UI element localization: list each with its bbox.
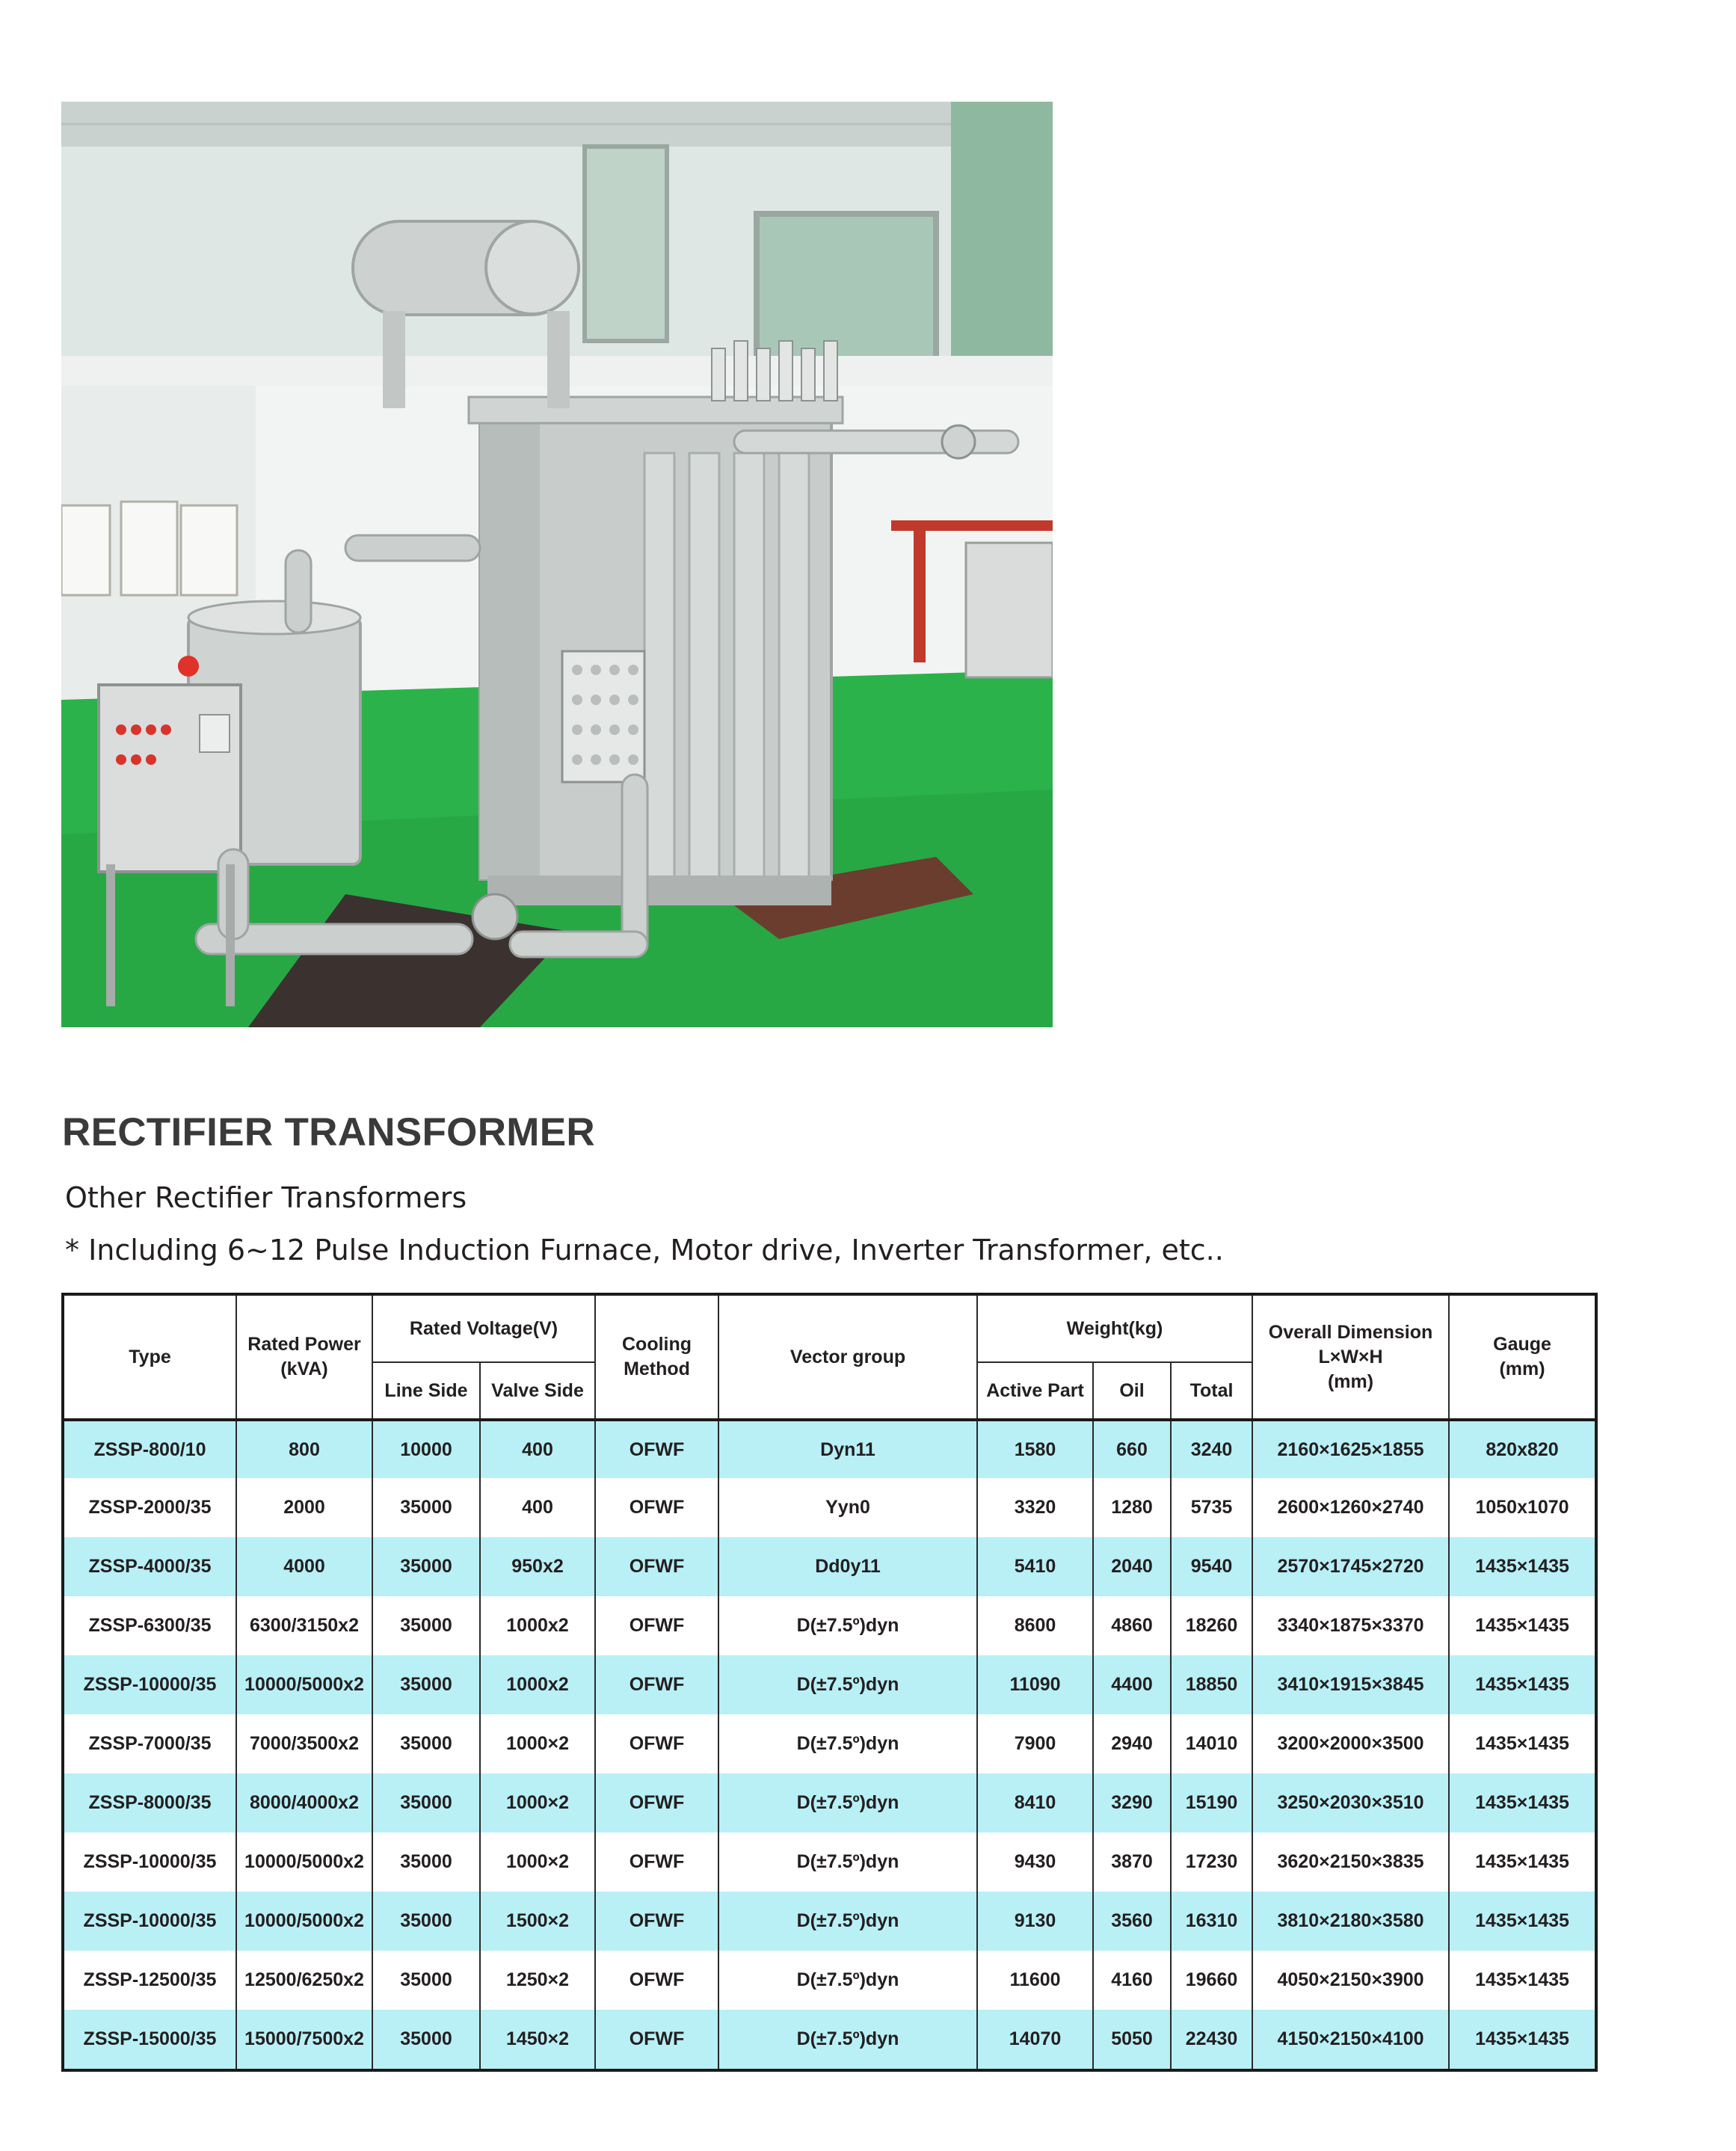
page-note: * Including 6~12 Pulse Induction Furnace, Motor drive, Inverter Transformer, etc.. xyxy=(65,1234,1224,1267)
cell-type: ZSSP-4000/35 xyxy=(63,1537,236,1596)
cell-cooling: OFWF xyxy=(595,2010,718,2070)
cell-gauge: 1435×1435 xyxy=(1449,1596,1596,1655)
cell-cooling: OFWF xyxy=(595,1951,718,2010)
cell-type: ZSSP-15000/35 xyxy=(63,2010,236,2070)
cell-active-part: 8600 xyxy=(977,1596,1093,1655)
cell-rated-power: 12500/6250x2 xyxy=(236,1951,372,2010)
cell-gauge: 1435×1435 xyxy=(1449,1655,1596,1714)
col-cooling-method: Cooling Method xyxy=(595,1294,718,1420)
cell-dimension: 2570×1745×2720 xyxy=(1252,1537,1449,1596)
cell-type: ZSSP-2000/35 xyxy=(63,1478,236,1537)
cell-oil: 1280 xyxy=(1093,1478,1171,1537)
cell-vector-group: Yyn0 xyxy=(718,1478,977,1537)
cell-vector-group: D(±7.5º)dyn xyxy=(718,1655,977,1714)
cell-valve-side: 950x2 xyxy=(480,1537,595,1596)
cell-type: ZSSP-10000/35 xyxy=(63,1832,236,1892)
cell-total: 15190 xyxy=(1171,1773,1252,1832)
cell-rated-power: 15000/7500x2 xyxy=(236,2010,372,2070)
cell-valve-side: 400 xyxy=(480,1420,595,1478)
cell-cooling: OFWF xyxy=(595,1773,718,1832)
cell-dimension: 3410×1915×3845 xyxy=(1252,1655,1449,1714)
table-row xyxy=(63,1655,1596,1714)
cell-total: 14010 xyxy=(1171,1714,1252,1773)
table-row xyxy=(63,1478,1596,1537)
cell-oil: 4860 xyxy=(1093,1596,1171,1655)
cell-gauge: 1435×1435 xyxy=(1449,1714,1596,1773)
table-body xyxy=(63,1420,1596,2070)
cell-line-side: 35000 xyxy=(372,1655,480,1714)
cell-vector-group: Dd0y11 xyxy=(718,1537,977,1596)
cell-cooling: OFWF xyxy=(595,1892,718,1951)
cell-rated-power: 7000/3500x2 xyxy=(236,1714,372,1773)
cell-rated-power: 8000/4000x2 xyxy=(236,1773,372,1832)
table-row xyxy=(63,1596,1596,1655)
cell-cooling: OFWF xyxy=(595,1478,718,1537)
col-overall-dimension: Overall Dimension L×W×H (mm) xyxy=(1252,1294,1449,1420)
cell-total: 5735 xyxy=(1171,1478,1252,1537)
cell-dimension: 4050×2150×3900 xyxy=(1252,1951,1449,2010)
cell-gauge: 1435×1435 xyxy=(1449,1537,1596,1596)
cell-line-side: 35000 xyxy=(372,1773,480,1832)
cell-oil: 2940 xyxy=(1093,1714,1171,1773)
cell-valve-side: 1250×2 xyxy=(480,1951,595,2010)
cell-gauge: 1435×1435 xyxy=(1449,1892,1596,1951)
cell-dimension: 3340×1875×3370 xyxy=(1252,1596,1449,1655)
cell-vector-group: Dyn11 xyxy=(718,1420,977,1478)
cell-active-part: 14070 xyxy=(977,2010,1093,2070)
cell-rated-power: 4000 xyxy=(236,1537,372,1596)
col-line-side: Line Side xyxy=(372,1362,480,1420)
cell-valve-side: 1000×2 xyxy=(480,1773,595,1832)
cell-active-part: 11090 xyxy=(977,1655,1093,1714)
page-title: RECTIFIER TRANSFORMER xyxy=(62,1110,595,1154)
cell-total: 18850 xyxy=(1171,1655,1252,1714)
cell-total: 19660 xyxy=(1171,1951,1252,2010)
cell-gauge: 1435×1435 xyxy=(1449,1773,1596,1832)
col-valve-side: Valve Side xyxy=(480,1362,595,1420)
cell-vector-group: D(±7.5º)dyn xyxy=(718,1892,977,1951)
cell-active-part: 9430 xyxy=(977,1832,1093,1892)
cell-rated-power: 10000/5000x2 xyxy=(236,1892,372,1951)
cell-active-part: 9130 xyxy=(977,1892,1093,1951)
cell-active-part: 8410 xyxy=(977,1773,1093,1832)
cell-active-part: 7900 xyxy=(977,1714,1093,1773)
col-active-part: Active Part xyxy=(977,1362,1093,1420)
cell-vector-group: D(±7.5º)dyn xyxy=(718,1596,977,1655)
table-row xyxy=(63,2010,1596,2070)
cell-rated-power: 800 xyxy=(236,1420,372,1478)
cell-rated-power: 10000/5000x2 xyxy=(236,1832,372,1892)
cell-total: 17230 xyxy=(1171,1832,1252,1892)
cell-rated-power: 6300/3150x2 xyxy=(236,1596,372,1655)
cell-cooling: OFWF xyxy=(595,1655,718,1714)
cell-valve-side: 400 xyxy=(480,1478,595,1537)
col-rated-power: Rated Power (kVA) xyxy=(236,1294,372,1420)
cell-line-side: 35000 xyxy=(372,1892,480,1951)
cell-line-side: 35000 xyxy=(372,1714,480,1773)
cell-vector-group: D(±7.5º)dyn xyxy=(718,1773,977,1832)
cell-gauge: 820x820 xyxy=(1449,1420,1596,1478)
col-total: Total xyxy=(1171,1362,1252,1420)
cell-line-side: 10000 xyxy=(372,1420,480,1478)
cell-cooling: OFWF xyxy=(595,1537,718,1596)
spec-table xyxy=(61,1293,1598,2072)
cell-type: ZSSP-7000/35 xyxy=(63,1714,236,1773)
cell-dimension: 4150×2150×4100 xyxy=(1252,2010,1449,2070)
cell-active-part: 11600 xyxy=(977,1951,1093,2010)
cell-line-side: 35000 xyxy=(372,1951,480,2010)
cell-type: ZSSP-8000/35 xyxy=(63,1773,236,1832)
cell-total: 18260 xyxy=(1171,1596,1252,1655)
cell-gauge: 1435×1435 xyxy=(1449,1951,1596,2010)
cell-valve-side: 1000×2 xyxy=(480,1714,595,1773)
col-type: Type xyxy=(63,1294,236,1420)
table-row xyxy=(63,1892,1596,1951)
cell-cooling: OFWF xyxy=(595,1714,718,1773)
table-row xyxy=(63,1537,1596,1596)
cell-dimension: 2600×1260×2740 xyxy=(1252,1478,1449,1537)
cell-type: ZSSP-10000/35 xyxy=(63,1892,236,1951)
table-row xyxy=(63,1714,1596,1773)
col-oil: Oil xyxy=(1093,1362,1171,1420)
cell-cooling: OFWF xyxy=(595,1420,718,1478)
product-photo xyxy=(61,102,1053,1027)
cell-vector-group: D(±7.5º)dyn xyxy=(718,1832,977,1892)
cell-rated-power: 10000/5000x2 xyxy=(236,1655,372,1714)
col-weight: Weight(kg) xyxy=(977,1294,1252,1362)
cell-cooling: OFWF xyxy=(595,1832,718,1892)
cell-type: ZSSP-10000/35 xyxy=(63,1655,236,1714)
cell-oil: 4400 xyxy=(1093,1655,1171,1714)
cell-dimension: 3620×2150×3835 xyxy=(1252,1832,1449,1892)
cell-valve-side: 1450×2 xyxy=(480,2010,595,2070)
cell-gauge: 1435×1435 xyxy=(1449,1832,1596,1892)
col-rated-voltage: Rated Voltage(V) xyxy=(372,1294,595,1362)
cell-vector-group: D(±7.5º)dyn xyxy=(718,1714,977,1773)
cell-line-side: 35000 xyxy=(372,1478,480,1537)
cell-active-part: 5410 xyxy=(977,1537,1093,1596)
table-row xyxy=(63,1420,1596,1478)
cell-total: 22430 xyxy=(1171,2010,1252,2070)
cell-oil: 5050 xyxy=(1093,2010,1171,2070)
cell-total: 3240 xyxy=(1171,1420,1252,1478)
cell-rated-power: 2000 xyxy=(236,1478,372,1537)
page-subtitle: Other Rectifier Transformers xyxy=(65,1181,467,1214)
cell-gauge: 1050x1070 xyxy=(1449,1478,1596,1537)
cell-vector-group: D(±7.5º)dyn xyxy=(718,1951,977,2010)
cell-oil: 3560 xyxy=(1093,1892,1171,1951)
cell-oil: 3870 xyxy=(1093,1832,1171,1892)
table-header-row xyxy=(63,1294,1596,1362)
cell-total: 9540 xyxy=(1171,1537,1252,1596)
cell-type: ZSSP-12500/35 xyxy=(63,1951,236,2010)
cell-valve-side: 1500×2 xyxy=(480,1892,595,1951)
cell-type: ZSSP-800/10 xyxy=(63,1420,236,1478)
cell-oil: 4160 xyxy=(1093,1951,1171,2010)
cell-dimension: 3250×2030×3510 xyxy=(1252,1773,1449,1832)
cell-line-side: 35000 xyxy=(372,1537,480,1596)
cell-active-part: 3320 xyxy=(977,1478,1093,1537)
table-row xyxy=(63,1951,1596,2010)
cell-valve-side: 1000×2 xyxy=(480,1832,595,1892)
cell-oil: 2040 xyxy=(1093,1537,1171,1596)
cell-active-part: 1580 xyxy=(977,1420,1093,1478)
cell-line-side: 35000 xyxy=(372,2010,480,2070)
cell-dimension: 3200×2000×3500 xyxy=(1252,1714,1449,1773)
cell-cooling: OFWF xyxy=(595,1596,718,1655)
cell-dimension: 2160×1625×1855 xyxy=(1252,1420,1449,1478)
cell-line-side: 35000 xyxy=(372,1596,480,1655)
cell-valve-side: 1000x2 xyxy=(480,1655,595,1714)
col-gauge: Gauge (mm) xyxy=(1449,1294,1596,1420)
cell-type: ZSSP-6300/35 xyxy=(63,1596,236,1655)
cell-gauge: 1435×1435 xyxy=(1449,2010,1596,2070)
table-row xyxy=(63,1773,1596,1832)
cell-oil: 3290 xyxy=(1093,1773,1171,1832)
cell-line-side: 35000 xyxy=(372,1832,480,1892)
col-vector-group: Vector group xyxy=(718,1294,977,1420)
cell-oil: 660 xyxy=(1093,1420,1171,1478)
table-row xyxy=(63,1832,1596,1892)
cell-valve-side: 1000x2 xyxy=(480,1596,595,1655)
cell-vector-group: D(±7.5º)dyn xyxy=(718,2010,977,2070)
cell-dimension: 3810×2180×3580 xyxy=(1252,1892,1449,1951)
cell-total: 16310 xyxy=(1171,1892,1252,1951)
